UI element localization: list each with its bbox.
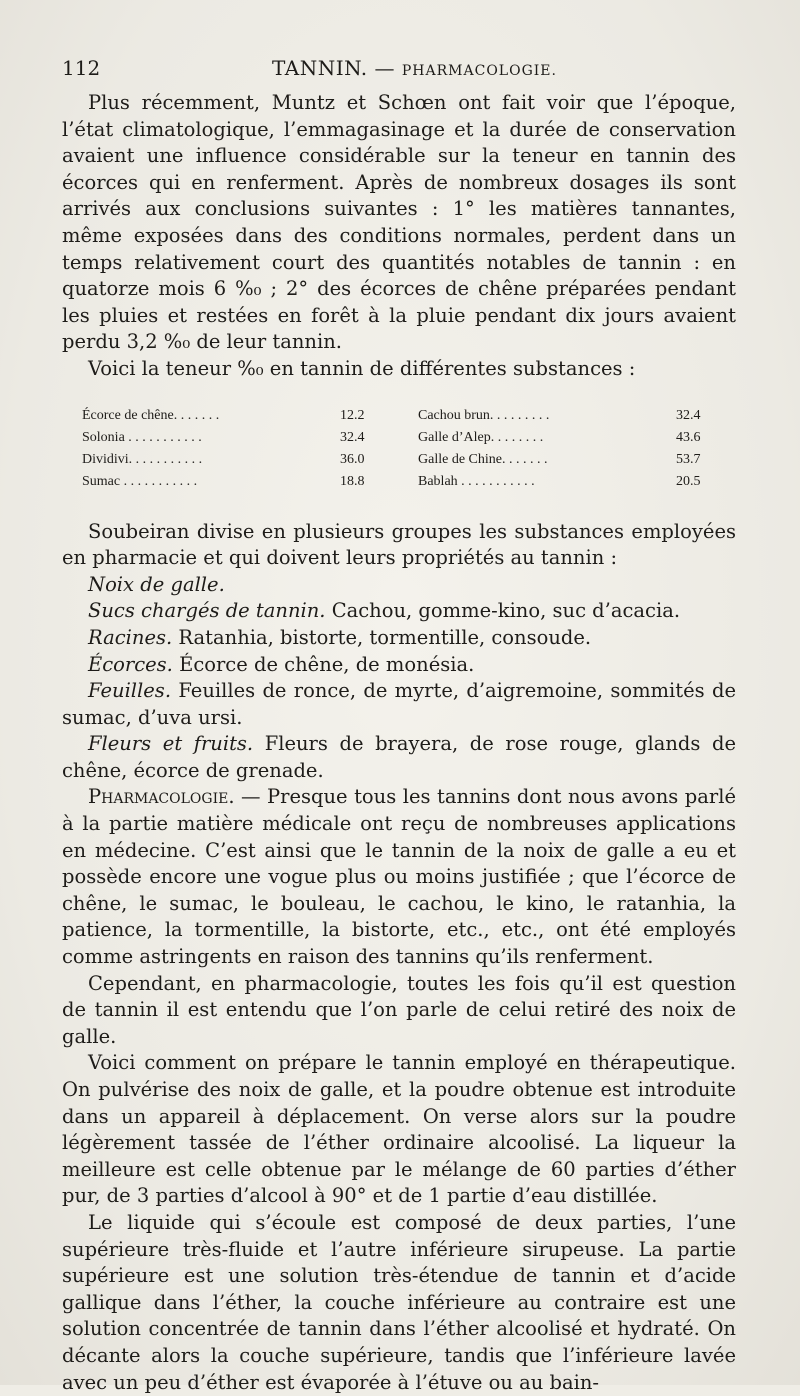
tannin-value: 12.2 <box>340 407 365 423</box>
paragraph-muntz-schoen: Plus récemment, Muntz et Schœn ont fait voir que l’époque, l’état climatologique, l’emmagasinage et la durée de conservation avaient une influence considérable sur la teneur en tannin des écorces qui en renferment. Après de nombreux dosages ils sont arrivés aux conclusions suivantes : 1° les matières tannantes, même exposées dans des conditions normales, perdent dans un temps relativement court des quantités notables de tannin : en quatorze mois 6 %₀ ; 2° des écorces de chêne préparées pendant les pluies et restées en forêt à la pluie pendant dix jours avaient perdu 3,2 %₀ de leur tannin. <box>62 91 736 354</box>
substance-name: Solonia . . . . . . . . . . . <box>82 429 202 445</box>
substance-name: Cachou brun. . . . . . . . . <box>418 407 550 423</box>
group-item <box>62 625 736 652</box>
paragraph-pharmacologie <box>62 784 736 970</box>
tannin-value: 32.4 <box>676 407 701 423</box>
paragraph-cependant: Cependant, en pharmacologie, toutes les fois qu’il est question de tannin il est entendu que l’on parle de celui retiré des noix de galle. <box>62 971 736 1048</box>
group-item <box>62 598 736 625</box>
substance-name: Galle d’Alep. . . . . . . . <box>418 429 544 445</box>
pharmacologie-text: — Presque tous les tannins dont nous avons parlé à la partie matière médicale ont reçu de nombreuses applications en médecine. C’est ainsi que le tannin de la noix de galle a eu et possède encore une vogue plus ou moins justifiée ; que l’écorce de chêne, le sumac, le bouleau, le cachou, le kino, le ratanhia, la patience, la tormentille, la bistorte, etc., etc., ont été employés comme astringents en raison des tannins qu’ils renferment. <box>62 785 736 969</box>
group-text: Fleurs de brayera, de rose rouge, glands de chêne, écorce de grenade. <box>62 732 736 782</box>
running-title <box>272 56 557 80</box>
group-text: Écorce de chêne, de monésia. <box>172 652 475 676</box>
tannin-content-table <box>82 405 730 493</box>
section-label: Pharmacologie. <box>88 785 235 809</box>
group-text: Feuilles de ronce, de myrte, d’aigremoine, sommités de sumac, d’uva ursi. <box>62 679 736 729</box>
group-label: Racines. <box>88 625 173 649</box>
paragraph-soubeiran: Soubeiran divise en plusieurs groupes les substances employées en pharmacie et qui doivent leurs propriétés au tannin : <box>62 519 736 570</box>
substance-name: Sumac . . . . . . . . . . . <box>82 473 198 489</box>
table-row <box>82 449 730 471</box>
substance-name: Écorce de chêne. . . . . . . <box>82 407 220 423</box>
paragraph-table-intro: Voici la teneur %₀ en tannin de différentes substances : <box>88 356 636 380</box>
tannin-value: 18.8 <box>340 473 365 489</box>
group-item <box>62 731 736 784</box>
substance-name: Dividivi. . . . . . . . . . . <box>82 451 203 467</box>
group-label: Noix de galle. <box>88 572 225 596</box>
running-title-sub: PHARMACOLOGIE. <box>401 63 557 79</box>
substance-name: Galle de Chine. . . . . . . <box>418 451 548 467</box>
tannin-value: 43.6 <box>676 429 701 445</box>
group-item <box>62 678 736 731</box>
group-label: Écorces. <box>88 652 173 676</box>
table-row <box>82 405 730 427</box>
tannin-value: 36.0 <box>340 451 365 467</box>
group-label: Fleurs et fruits. <box>88 732 254 756</box>
table-row <box>82 471 730 493</box>
running-title-main: TANNIN. <box>272 56 368 80</box>
group-label: Sucs chargés de tannin. <box>88 599 326 623</box>
running-header <box>62 56 738 86</box>
substance-name: Bablah . . . . . . . . . . . <box>418 473 535 489</box>
group-item <box>62 572 736 599</box>
paragraph-liquide: Le liquide qui s’écoule est composé de deux parties, l’une supérieure très-fluide et l’autre inférieure sirupeuse. La partie supérieure est une solution très-étendue de tannin et d’acide gallique dans l’éther, la couche inférieure au contraire est une solution concentrée de tannin dans l’éther alcoolisé et hydraté. On décante alors la couche supérieure, tandis que l’inférieure lavée avec un peu d’éther est évaporée à l’étuve ou au bain- <box>62 1210 736 1394</box>
tannin-value: 32.4 <box>340 429 365 445</box>
group-text: Cachou, gomme-kino, suc d’acacia. <box>325 599 681 623</box>
table-row <box>82 427 730 449</box>
page-body <box>62 90 736 1396</box>
group-label: Feuilles. <box>88 679 172 703</box>
group-item <box>62 652 736 679</box>
tannin-value: 53.7 <box>676 451 701 467</box>
paragraph-preparation: Voici comment on prépare le tannin employé en thérapeutique. On pulvérise des noix de galle, et la poudre obtenue est introduite dans un appareil à déplacement. On verse alors sur la poudre légèrement tassée de l’éther ordinaire alcoolisé. La liqueur la meilleure est celle obtenue par le mélange de 60 parties d’éther pur, de 3 parties d’alcool à 90° et de 1 partie d’eau distillée. <box>62 1051 736 1208</box>
page-number: 112 <box>62 56 101 80</box>
group-text: Ratanhia, bistorte, tormentille, consoude. <box>172 625 592 649</box>
tannin-value: 20.5 <box>676 473 701 489</box>
running-title-dash: — <box>367 56 402 80</box>
